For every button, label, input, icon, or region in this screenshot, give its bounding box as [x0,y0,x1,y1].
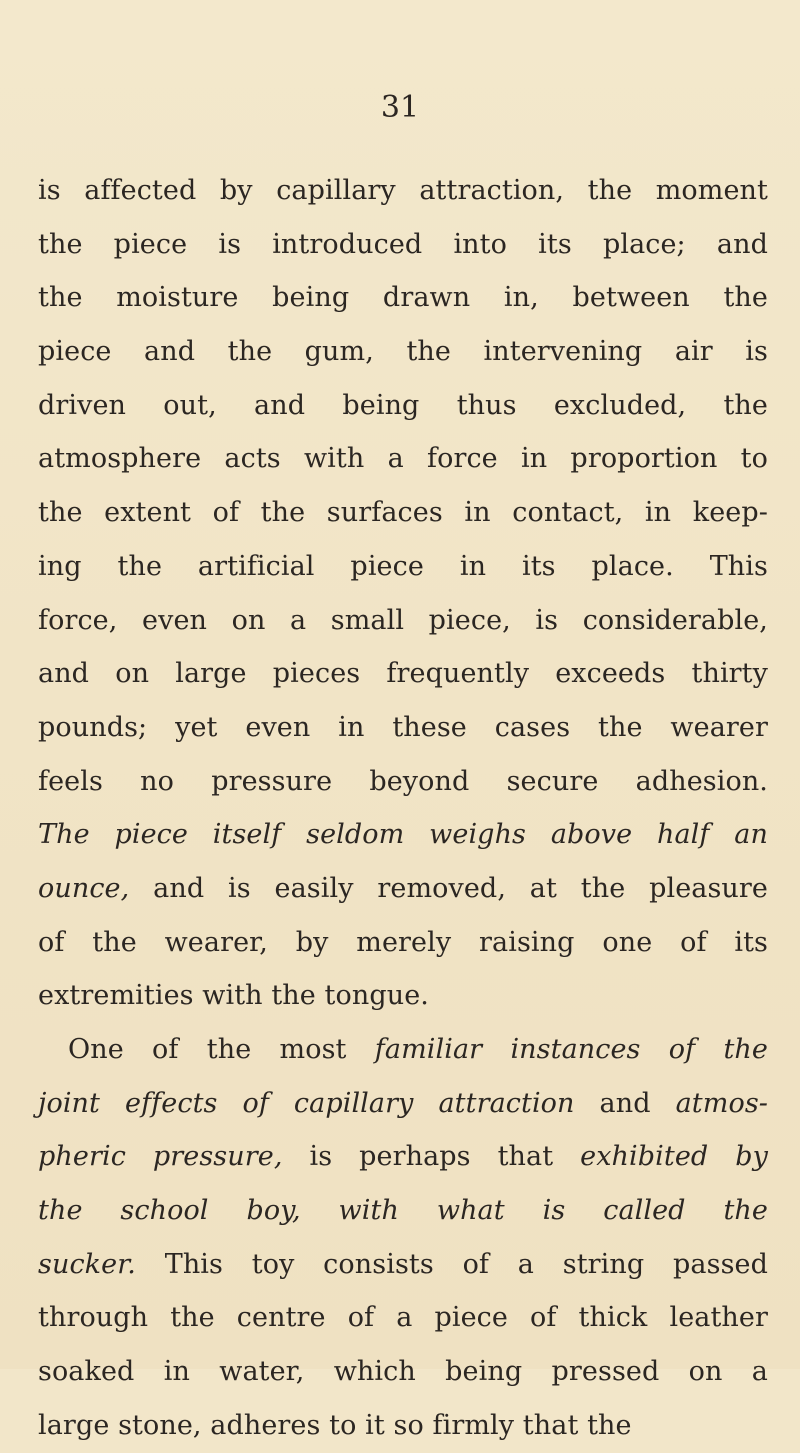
italic-text: exhibited by [580,1141,768,1173]
text-line [38,1130,768,1184]
italic-text: familiar instances of the [374,1034,768,1065]
italic-text: pheric pressure, [38,1141,283,1173]
text-line [38,1238,768,1292]
text-run: large stone, adheres to it so firmly that the [38,1409,632,1441]
text-line [38,325,768,379]
text-run: extremities with the tongue. [38,980,429,1012]
italic-text: atmos- [675,1087,768,1119]
text-line [38,916,768,970]
text-line [38,647,768,701]
text-run: and [574,1087,676,1119]
text-line [38,164,768,218]
text-line [38,1399,768,1453]
text-line [38,540,768,594]
text-line [38,862,768,916]
text-run: of the wearer, by merely raising one of its [38,926,768,958]
text-run: This toy consists of a string passed [135,1248,768,1280]
text-line [38,271,768,325]
text-run: piece and the gum, the intervening air is [38,336,768,368]
text-run: the piece is introduced into its place; and [38,228,768,260]
text-run: the extent of the surfaces in contact, in keep- [38,497,768,529]
text-line [38,486,768,540]
text-run: the moisture being drawn in, between the [38,282,768,314]
text-line [38,969,768,1023]
text-run: feels no pressure beyond secure adhesion. [38,765,768,797]
italic-text: joint effects of capillary attraction [38,1087,575,1119]
text-line [38,808,768,862]
text-line [38,1345,768,1399]
text-run: soaked in water, which being pressed on a [38,1356,768,1388]
body-text [38,164,768,1453]
text-line [38,1077,768,1131]
text-line [38,1184,768,1238]
paragraph [38,1023,768,1453]
paragraph [38,164,768,1023]
text-line [38,755,768,809]
page-number: 31 [380,90,420,125]
italic-text: the school boy, with what is called the [38,1195,768,1227]
text-run: pounds; yet even in these cases the wearer [38,711,768,743]
text-line [38,379,768,433]
text-line [38,218,768,272]
text-run: and on large pieces frequently exceeds thirty [38,658,768,690]
text-run: is perhaps that [282,1141,581,1173]
text-run: and is easily removed, at the pleasure [129,872,768,904]
text-line [38,701,768,755]
text-line [38,1291,768,1345]
italic-text: ounce, [38,872,130,904]
text-run: is affected by capillary attraction, the moment [38,175,768,206]
text-line [38,432,768,486]
text-run: One of the most [68,1034,375,1065]
text-run: through the centre of a piece of thick leather [38,1302,768,1334]
text-run: atmosphere acts with a force in proportion to [38,443,768,475]
text-run: force, even on a small piece, is considerable, [38,604,768,636]
italic-text: sucker. [38,1248,136,1280]
text-run: ing the artificial piece in its place. This [38,550,768,582]
text-run: driven out, and being thus excluded, the [38,389,768,421]
text-line [38,1023,768,1077]
text-line [38,594,768,648]
italic-text: The piece itself seldom weighs above half an [38,819,768,851]
